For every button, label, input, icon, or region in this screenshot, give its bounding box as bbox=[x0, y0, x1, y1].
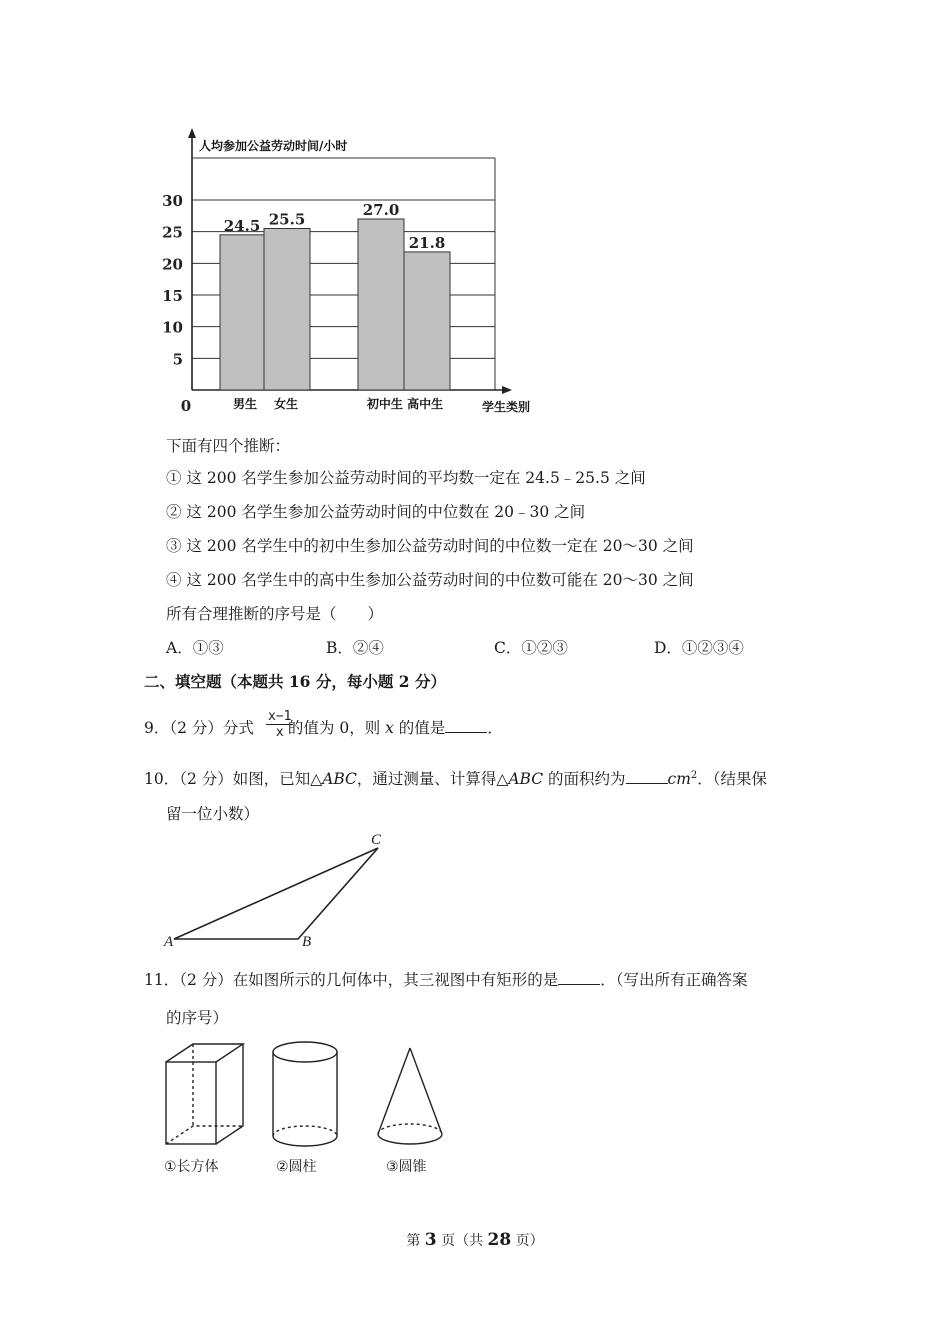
fraction-numerator: x−1 bbox=[268, 709, 292, 724]
x-axis-arrow bbox=[502, 386, 512, 394]
bar-2 bbox=[264, 229, 310, 391]
bar-chart bbox=[150, 118, 550, 423]
triangle-abc bbox=[174, 848, 378, 939]
question-11 bbox=[144, 970, 748, 990]
q10-tail: ．（结果保 bbox=[697, 770, 768, 789]
vertex-a-label: A bbox=[164, 934, 174, 950]
inference-item-2: ② 这 200 名学生参加公益劳动时间的中位数在 20﹣30 之间 bbox=[166, 503, 586, 521]
footer-text-3: 页） bbox=[511, 1233, 544, 1249]
q10-after: 的面积约为 bbox=[543, 770, 626, 789]
vertex-c-label: C bbox=[371, 832, 382, 848]
q10-unit-exponent: 2 bbox=[690, 770, 698, 781]
bar-value-label: 25.5 bbox=[268, 210, 306, 229]
q10-line-2: 留一位小数） bbox=[166, 805, 260, 823]
y-tick-label: 15 bbox=[162, 287, 183, 305]
q9-var: x bbox=[385, 719, 394, 737]
vertex-b-label: B bbox=[302, 934, 312, 950]
q10-mid: ，通过测量、计算得△ bbox=[356, 770, 509, 789]
q9-prefix: 9．（2 分）分式 bbox=[144, 719, 254, 737]
q9-middle: 的值为 0，则 bbox=[287, 719, 386, 737]
page-number: 3 bbox=[424, 1230, 437, 1250]
shape-label-cylinder: ②圆柱 bbox=[276, 1159, 317, 1175]
x-axis-title: 学生类别 bbox=[482, 400, 531, 414]
inference-item-4: ④ 这 200 名学生中的高中生参加公益劳动时间的中位数可能在 20～30 之间 bbox=[166, 571, 694, 589]
cylinder-drawing bbox=[273, 1042, 337, 1146]
q10-prefix: 10．（2 分）如图，已知△ bbox=[144, 770, 323, 789]
section-title: 二、填空题（本题共 16 分，每小题 2 分） bbox=[144, 672, 446, 691]
q9-answer-blank[interactable] bbox=[445, 718, 487, 733]
bar-value-label: 24.5 bbox=[223, 216, 261, 235]
y-tick-label: 5 bbox=[172, 350, 183, 369]
option-c: C．①②③ bbox=[494, 639, 568, 657]
cuboid-drawing bbox=[166, 1044, 243, 1144]
inference-item-3: ③ 这 200 名学生中的初中生参加公益劳动时间的中位数一定在 20～30 之间 bbox=[166, 537, 694, 555]
q9-suffix: 的值是 bbox=[393, 719, 446, 737]
inference-intro: 下面有四个推断： bbox=[166, 437, 291, 455]
question-10 bbox=[144, 766, 767, 789]
bar-3 bbox=[358, 219, 404, 390]
y-axis-arrow bbox=[188, 128, 196, 138]
bar-1 bbox=[220, 235, 264, 390]
x-tick-label: 女生 bbox=[273, 397, 299, 411]
y-tick-label: 10 bbox=[162, 318, 183, 337]
q10-abc-2: ABC bbox=[508, 770, 544, 789]
option-d: D．①②③④ bbox=[654, 639, 744, 657]
q9-end: ． bbox=[487, 719, 503, 737]
shape-label-cuboid: ①长方体 bbox=[164, 1159, 219, 1175]
origin-label: 0 bbox=[180, 397, 192, 415]
triangle-figure bbox=[160, 828, 400, 950]
y-tick-label: 25 bbox=[162, 223, 183, 242]
footer-text-2: 页（共 bbox=[436, 1233, 488, 1249]
bar-4 bbox=[404, 252, 450, 390]
y-tick-label: 20 bbox=[162, 255, 183, 274]
q9-fraction bbox=[266, 709, 293, 740]
bar-value-label: 21.8 bbox=[408, 233, 446, 252]
q10-answer-blank[interactable] bbox=[626, 769, 668, 784]
q10-abc-1: ABC bbox=[322, 770, 357, 789]
footer-text-1: 第 bbox=[406, 1233, 425, 1249]
total-pages: 28 bbox=[487, 1230, 512, 1250]
q11-line-1: 11．（2 分）在如图所示的几何体中，其三视图中有矩形的是 bbox=[144, 971, 559, 989]
question-9 bbox=[144, 718, 503, 738]
inference-item-1: ① 这 200 名学生参加公益劳动时间的平均数一定在 24.5﹣25.5 之间 bbox=[166, 469, 646, 487]
x-tick-label: 男生 bbox=[232, 397, 258, 411]
option-a: A．①③ bbox=[166, 639, 224, 657]
cone-drawing bbox=[378, 1048, 442, 1144]
y-tick-label: 30 bbox=[162, 192, 183, 210]
question-prompt: 所有合理推断的序号是（ ） bbox=[166, 605, 384, 623]
y-axis-title: 人均参加公益劳动时间/小时 bbox=[199, 139, 348, 153]
page-footer bbox=[0, 1230, 950, 1250]
fraction-denominator: x bbox=[275, 725, 284, 740]
q11-line-2: 的序号） bbox=[166, 1009, 229, 1027]
x-tick-label: 初中生 高中生 bbox=[366, 397, 444, 411]
q11-tail: ．（写出所有正确答案 bbox=[600, 971, 748, 989]
bar-value-label: 27.0 bbox=[362, 201, 400, 219]
shape-label-cone: ③圆锥 bbox=[386, 1159, 427, 1175]
q11-answer-blank[interactable] bbox=[558, 970, 600, 985]
option-b: B．②④ bbox=[326, 639, 384, 657]
q10-unit: cm bbox=[667, 770, 691, 789]
